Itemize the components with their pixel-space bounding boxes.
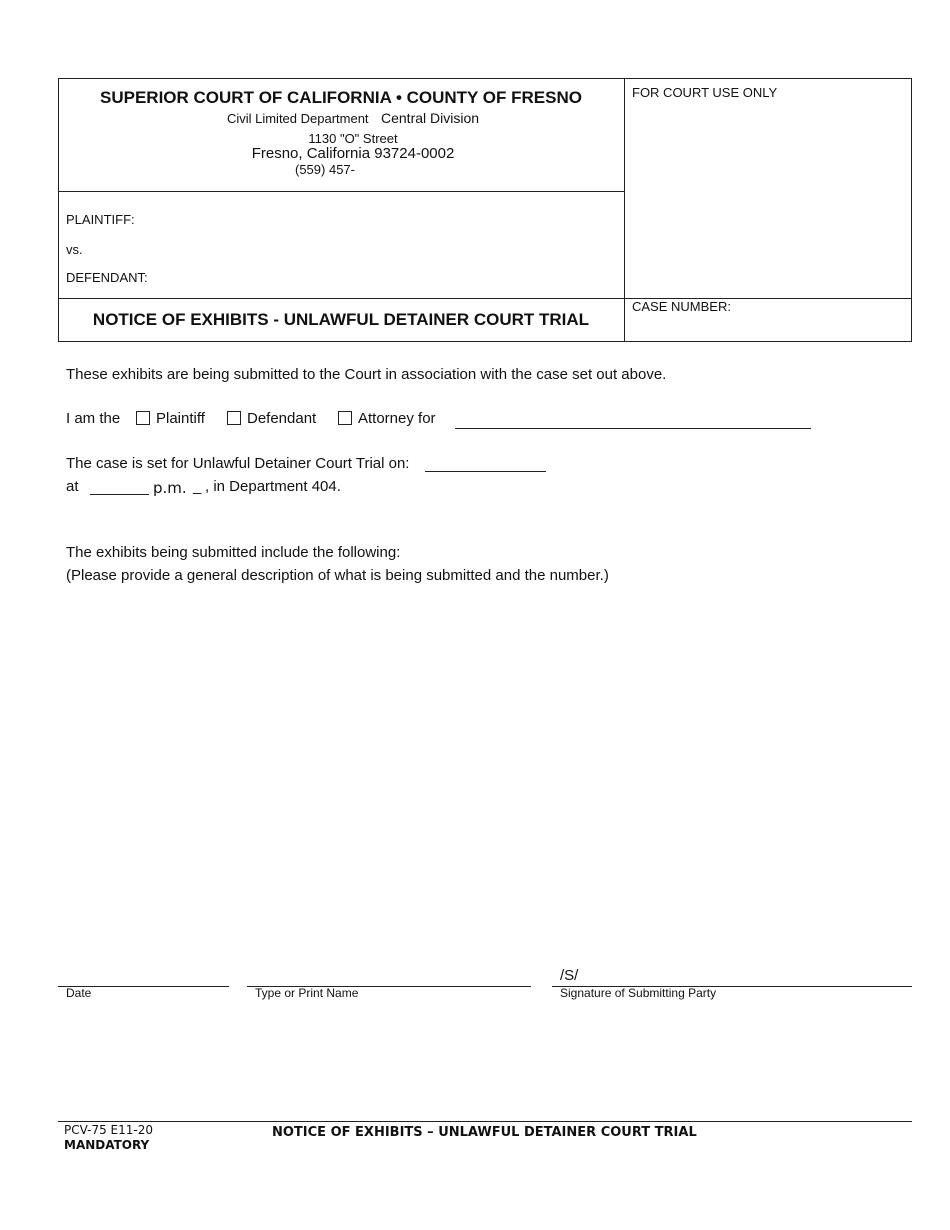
court-name: SUPERIOR COURT OF CALIFORNIA • COUNTY OF FRESNO <box>100 88 582 107</box>
defendant-option-label: Defendant <box>247 410 317 427</box>
attorney-option-label: Attorney for <box>358 410 436 427</box>
footer-rule <box>58 1121 912 1122</box>
court-city: Fresno, California 93724-0002 <box>251 145 455 162</box>
intro-text: These exhibits are being submitted to the Court in association with the case set out above. <box>66 366 667 383</box>
at-label: at <box>66 478 79 495</box>
department-name: Civil Limited Department <box>226 111 369 126</box>
court-phone: (559) 457- <box>295 162 355 177</box>
signature-value: /S/ <box>560 967 579 984</box>
i-am-the-label: I am the <box>66 410 121 427</box>
trial-set-label: The case is set for Unlawful Detainer Court Trial on: <box>66 455 410 472</box>
defendant-label: DEFENDANT: <box>66 270 148 285</box>
underscore-mark: _ <box>193 478 202 495</box>
division-name: Central Division <box>381 110 480 126</box>
department-text: , in Department 404. <box>205 478 341 495</box>
party-role-row <box>66 410 120 427</box>
option-plaintiff[interactable] <box>136 410 205 427</box>
exhibits-heading: The exhibits being submitted include the following: <box>66 544 401 561</box>
pm-label: p.m. <box>153 479 187 497</box>
vs-label: vs. <box>66 242 83 257</box>
plaintiff-label: PLAINTIFF: <box>66 212 135 227</box>
case-number-label: CASE NUMBER: <box>632 299 731 314</box>
exhibits-note: (Please provide a general description of what is being submitted and the number.) <box>66 567 609 584</box>
footer-title: NOTICE OF EXHIBITS – UNLAWFUL DETAINER COURT TRIAL <box>272 1125 697 1140</box>
date-label: Date <box>66 986 92 1000</box>
option-attorney[interactable] <box>338 410 436 427</box>
option-defendant[interactable] <box>227 410 316 427</box>
caption-divider-court <box>58 191 625 192</box>
plaintiff-option-label: Plaintiff <box>156 410 205 427</box>
form-title: NOTICE OF EXHIBITS - UNLAWFUL DETAINER COURT TRIAL <box>92 310 590 329</box>
caption-divider-title <box>58 298 912 299</box>
plaintiff-checkbox[interactable] <box>136 411 150 425</box>
attorney-for-field[interactable] <box>455 428 811 429</box>
trial-date-field[interactable] <box>425 471 546 472</box>
court-street: 1130 "O" Street <box>308 131 398 146</box>
trial-time-field[interactable] <box>90 494 149 495</box>
attorney-checkbox[interactable] <box>338 411 352 425</box>
form-code: PCV-75 E11-20 <box>64 1123 153 1137</box>
signature-label: Signature of Submitting Party <box>560 986 717 1000</box>
defendant-checkbox[interactable] <box>227 411 241 425</box>
mandatory-label: MANDATORY <box>64 1138 150 1152</box>
court-department-line <box>58 110 648 128</box>
print-name-label: Type or Print Name <box>255 986 359 1000</box>
court-use-label: FOR COURT USE ONLY <box>632 85 778 100</box>
